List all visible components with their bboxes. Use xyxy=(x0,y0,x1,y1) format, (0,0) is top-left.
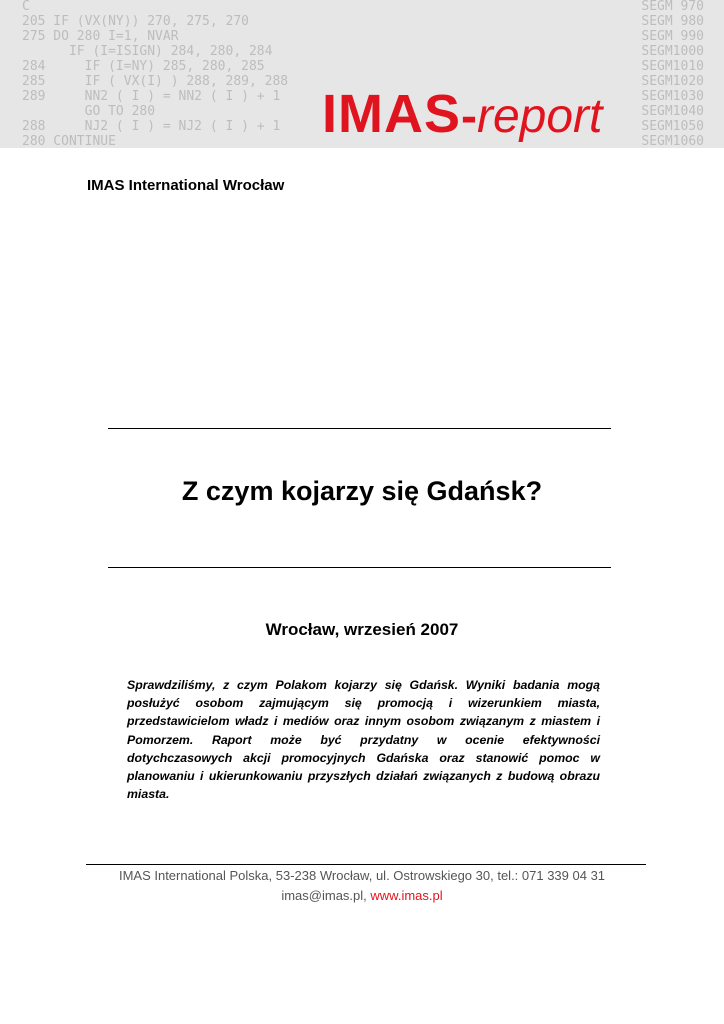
document-title: Z czym kojarzy się Gdańsk? xyxy=(181,476,543,506)
code-line xyxy=(0,44,724,59)
code-line-left: 285 IF ( VX(I) ) 288, 289, 288 xyxy=(22,74,289,89)
code-line-left: 205 IF (VX(NY)) 270, 275, 270 xyxy=(22,14,249,29)
code-line-left: C xyxy=(22,0,30,14)
header-banner xyxy=(0,0,724,148)
title-rule-top xyxy=(108,428,611,429)
code-line-left: 284 IF (I=NY) 285, 280, 285 xyxy=(22,59,265,74)
logo-imas-text: IMAS xyxy=(322,84,461,144)
code-line-right: SEGM1040 xyxy=(641,104,704,119)
title-rule-bottom xyxy=(108,567,611,568)
code-line-right: SEGM1010 xyxy=(641,59,704,74)
logo-report-text: report xyxy=(476,90,603,143)
footer-contact xyxy=(0,888,724,903)
code-line-right: SEGM 970 xyxy=(641,0,704,14)
code-line xyxy=(0,14,724,29)
code-line xyxy=(0,0,724,14)
footer-email: imas@imas.pl xyxy=(281,888,364,903)
footer-separator: , xyxy=(363,888,371,903)
imas-report-logo xyxy=(322,84,603,148)
organization-name: IMAS International Wrocław xyxy=(87,177,285,194)
code-line-left: 289 NN2 ( I ) = NN2 ( I ) + 1 xyxy=(22,89,281,104)
logo-dash-text: - xyxy=(461,90,477,143)
abstract-paragraph: Sprawdziliśmy, z czym Polakom kojarzy się Gdańsk. Wyniki badania mogą posłużyć osobom zajmującym się promocją i wizerunkiem miasta, przedstawicielom władz i mediów oraz innym osobom związanym z miastem i Pomorzem. Raport może być przydatny w ocenie efektywności dotychczasowych akcji promocyjnych Gdańska oraz stanowić pomoc w planowaniu i ukierunkowaniu przyszłych działań związanych z budową obrazu miasta. xyxy=(127,678,600,802)
code-line-right: SEGM1030 xyxy=(641,89,704,104)
footer-address: IMAS International Polska, 53-238 Wrocław, ul. Ostrowskiego 30, tel.: 071 339 04 31 xyxy=(118,868,606,883)
code-line-right: SEGM1060 xyxy=(641,134,704,148)
footer-website-link[interactable]: www.imas.pl xyxy=(370,888,443,903)
code-line-left: GO TO 280 xyxy=(22,104,156,119)
place-and-date: Wrocław, wrzesień 2007 xyxy=(265,620,459,639)
code-line xyxy=(0,59,724,74)
code-line-left: IF (I=ISIGN) 284, 280, 284 xyxy=(22,44,273,59)
code-line-right: SEGM1050 xyxy=(641,119,704,134)
code-line-right: SEGM1020 xyxy=(641,74,704,89)
code-line-left: 288 NJ2 ( I ) = NJ2 ( I ) + 1 xyxy=(22,119,281,134)
footer-divider xyxy=(86,864,646,865)
code-line-right: SEGM 980 xyxy=(641,14,704,29)
code-line-right: SEGM 990 xyxy=(641,29,704,44)
code-line-left: 275 DO 280 I=1, NVAR xyxy=(22,29,179,44)
code-line xyxy=(0,29,724,44)
code-line-right: SEGM1000 xyxy=(641,44,704,59)
code-line-left: 280 CONTINUE xyxy=(22,134,116,148)
